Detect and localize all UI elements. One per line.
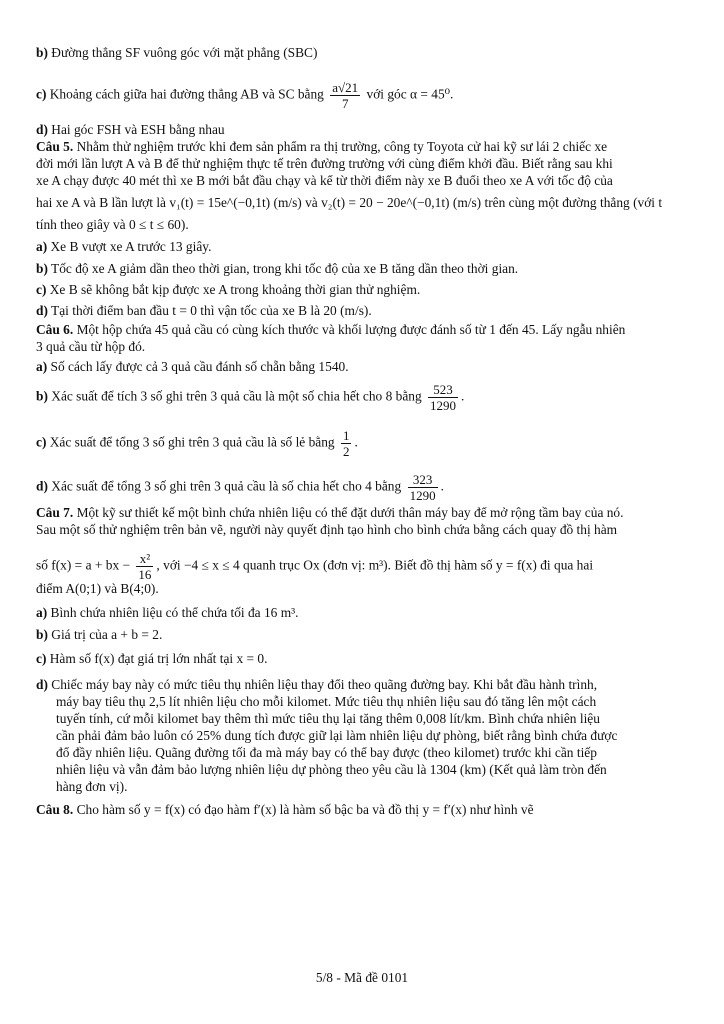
option-text: Hàm số f(x) đạt giá trị lớn nhất tại x = 0. [49,651,268,666]
option-label: c) [36,434,47,450]
q7-option-a [36,604,686,621]
option-label: c) [36,282,47,297]
option-label: a) [36,605,48,620]
q5-intro-5: tính theo giây và 0 ≤ t ≤ 60). [36,217,189,232]
option-text: Bình chứa nhiên liệu có thể chứa tối đa 16 m³. [50,605,299,620]
q5-intro-1: Câu 5. Nhằm thử nghiệm trước khi đem sản phẩm ra thị trường, công ty Toyota cử hai kỹ sư lái 2 chiếc xe [36,139,608,154]
option-label: b) [36,261,48,276]
option-label: d) [36,122,48,137]
fraction: $\frac{523}{1290}$ [430,382,457,413]
q6-option-c: c) Xác suất để tổng 3 số ghi trên 3 quả cầu là số lẻ bằng $\frac{1}{2}$ . [36,428,358,459]
q4-option-b [36,44,686,61]
fraction: $\frac{323}{1290}$ [409,472,436,503]
option-label: a) [36,239,48,254]
q7-d-line-4: cần phải đảm bảo luôn có 25% dung tích được giữ lại làm nhiên liệu dự phòng, biết rằng bình chứa được [56,728,618,743]
option-text: Tốc độ xe A giảm dần theo thời gian, trong khi tốc độ của xe B tăng dần theo thời gian. [51,261,519,276]
option-text: Xác suất để tích 3 số ghi trên 3 quả cầu là một số chia hết cho 8 bằng [51,388,422,404]
option-text: Đường thẳng SF vuông góc với mặt phẳng (SBC) [51,45,318,60]
option-text: Số cách lấy được cả 3 quả cầu đánh số chẵn bằng 1540. [50,359,349,374]
q7-option-d [36,676,686,693]
option-label: a) [36,359,48,374]
q8-intro: Câu 8. Cho hàm số y = f(x) có đạo hàm f′(x) là hàm số bậc ba và đồ thị y = f′(x) như hình vẽ [36,802,534,817]
q7-option-c [36,650,686,667]
q4-option-d [36,121,686,138]
option-label: b) [36,627,48,642]
option-label: c) [36,86,47,102]
question-title: Câu 5. [36,139,74,154]
q6-option-a [36,358,686,375]
option-label: b) [36,45,48,60]
fraction: $\frac{1}{2}$ [342,428,350,459]
option-text: Giá trị của a + b = 2. [51,627,163,642]
option-label: b) [36,388,48,404]
q5-option-a [36,238,686,255]
option-text: Khoảng cách giữa hai đường thẳng AB và SC bằng [49,86,324,102]
option-text: với góc α = 45⁰. [366,86,454,102]
question-title: Câu 6. [36,322,74,337]
option-text: Tại thời điểm ban đầu t = 0 thì vận tốc của xe B là 20 (m/s). [51,303,372,318]
q7-d-line-5: đổ đầy nhiên liệu. Quãng đường tối đa mà máy bay có thể bay được (theo kilomet) trước khi cần tiếp [56,745,597,760]
q6-intro-2: 3 quả cầu từ hộp đó. [36,339,146,354]
q6-intro-1: Câu 6. Một hộp chứa 45 quả cầu có cùng kích thước và khối lượng được đánh số từ 1 đến 45. Lấy ngẫu nhiên [36,322,626,337]
q7-option-b [36,626,686,643]
question-title: Câu 8. [36,802,74,817]
option-label: d) [36,478,48,494]
q5-intro-4: hai xe A và B lần lượt là v₁(t) = 15e^(−0,1t) (m/s) và v₂(t) = 20 − 20e^(−0,1t) (m/s) trên cùng một đường thẳng (với t [36,195,663,210]
q5-option-d [36,302,686,319]
option-label: d) [36,303,48,318]
option-text: Chiếc máy bay này có mức tiêu thụ nhiên liệu thay đổi theo quãng đường bay. Khi bắt đầu hành trình, [51,677,598,692]
option-text: Xe B vượt xe A trước 13 giây. [50,239,212,254]
option-text: Xác suất để tổng 3 số ghi trên 3 quả cầu là số chia hết cho 4 bằng [51,478,402,494]
q7-function: số f(x) = a + bx − $\frac{\text{x²}}{16}$ , với −4 ≤ x ≤ 4 quanh trục Ox (đơn vị: m³). Biết đồ thị hàm số y = f(x) đi qua hai [36,551,594,582]
q7-d-line-2: máy bay tiêu thụ 2,5 lít nhiên liệu cho mỗi kilomet. Mức tiêu thụ nhiên liệu sau đó tăng lên một cách [56,694,597,709]
q7-intro-2: Sau một số thử nghiệm trên bản vẽ, người này quyết định tạo hình cho bình chứa bằng cách quay đồ thị hàm [36,522,618,537]
page-footer: 5/8 - Mã đề 0101 [315,970,409,985]
q7-d-line-6: nhiên liệu và vẫn đảm bảo lượng nhiên liệu dự phòng theo yêu cầu là 1304 (km) (Kết quả làm tròn đến [56,762,607,777]
option-label: d) [36,677,48,692]
q7-intro-1: Câu 7. Một kỹ sư thiết kế một bình chứa nhiên liệu có thể đặt dưới thân máy bay để mở rộng tầm bay của nó. [36,505,624,520]
option-text: Hai góc FSH và ESH bằng nhau [51,122,225,137]
q7-points: điểm A(0;1) và B(4;0). [36,581,159,596]
question-title: Câu 7. [36,505,74,520]
q5-option-c [36,281,686,298]
option-text: Xe B sẽ không bắt kịp được xe A trong khoảng thời gian thử nghiệm. [49,282,421,297]
q7-d-line-7: hàng đơn vị). [56,779,128,794]
q5-intro-3: xe A chạy được 40 mét thì xe B mới bắt đầu chạy và kể từ thời điểm này xe B đuổi theo xe A với tốc độ của [36,173,613,188]
q7-d-line-3: tuyến tính, cứ mỗi kilomet bay thêm thì mức tiêu thụ lại tăng thêm 0,008 lít/km. Bình chứa nhiên liệu [56,711,600,726]
option-text: Xác suất để tổng 3 số ghi trên 3 quả cầu là số lẻ bằng [49,434,335,450]
fraction: $\frac{a√21}{7}$ [332,80,359,111]
q6-option-d: d) Xác suất để tổng 3 số ghi trên 3 quả cầu là số chia hết cho 4 bằng $\frac{323}{1290}$ . [36,472,444,503]
option-label: c) [36,651,47,666]
q6-option-b: b) Xác suất để tích 3 số ghi trên 3 quả cầu là một số chia hết cho 8 bằng $\frac{523}{1290}$ . [36,382,465,413]
q5-intro-2: đời mới lần lượt A và B để thử nghiệm thực tế trên đường trường với cùng điểm khởi đầu. Biết rằng sau khi [36,156,613,171]
q5-option-b [36,260,686,277]
q4-option-c [36,80,686,111]
fraction: $\frac{\text{x²}}{16}$ [138,551,152,582]
